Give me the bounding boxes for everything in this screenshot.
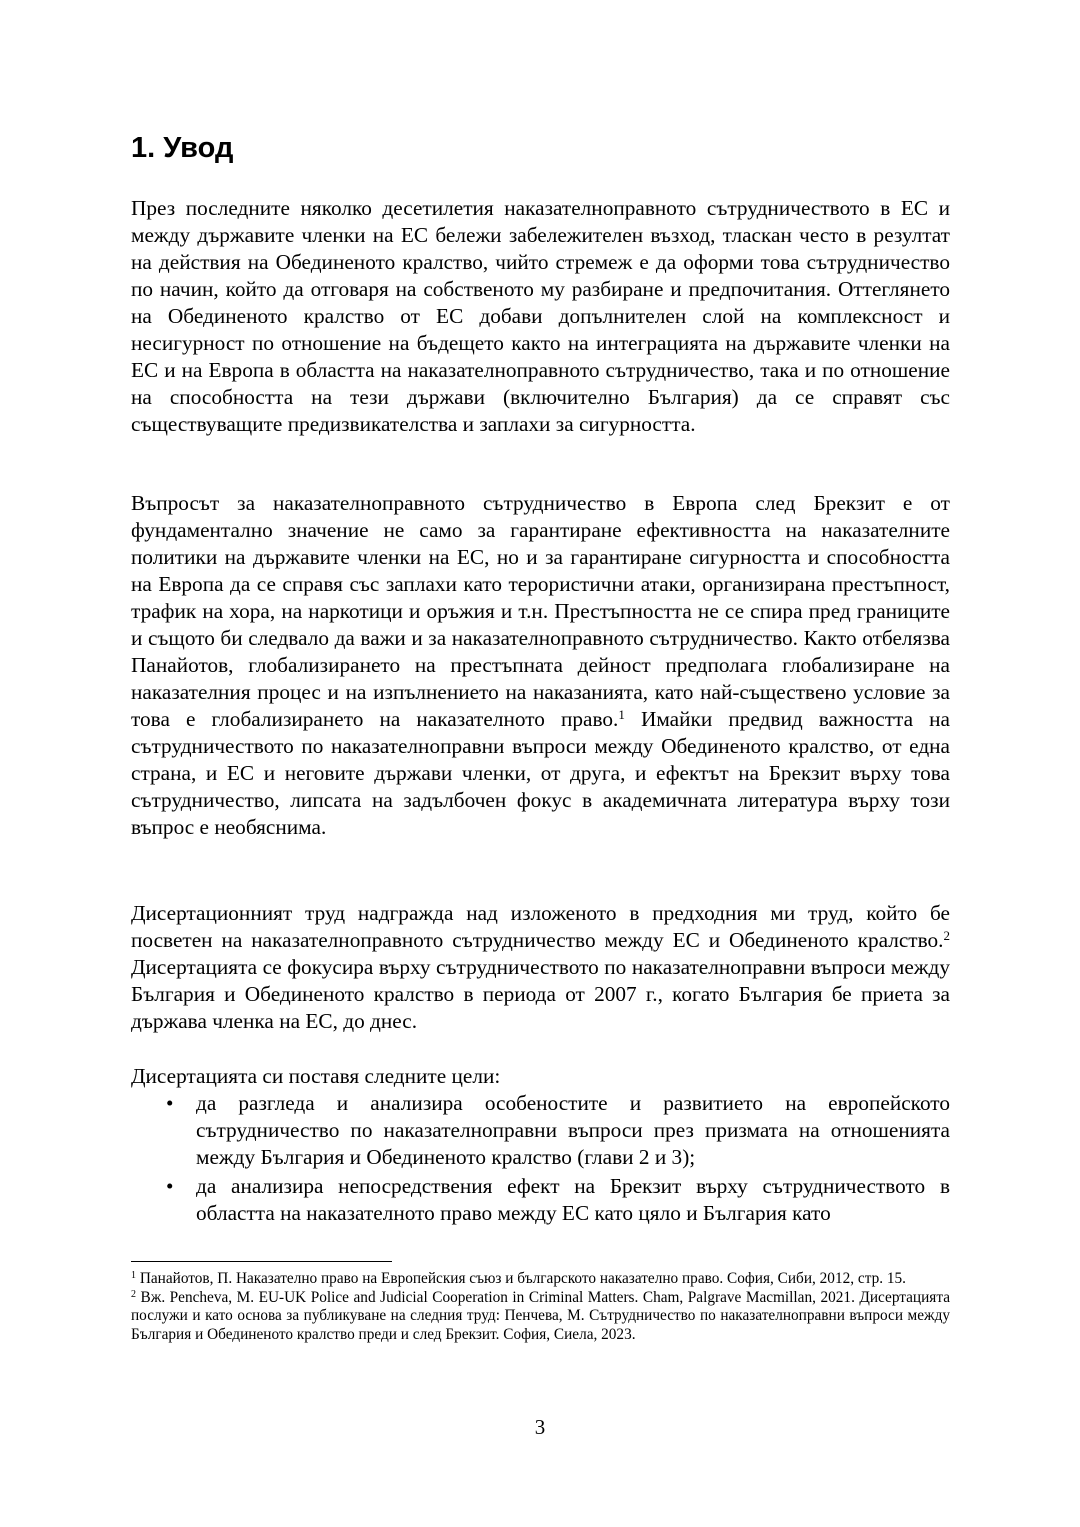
footnote-number: 2 xyxy=(131,1288,136,1300)
bullet-icon: • xyxy=(166,1091,174,1115)
footnotes xyxy=(131,1270,950,1344)
footnote-text: Панайотов, П. Наказателно право на Европейския съюз и българското наказателно право. София, Сиби, 2012, стр. 15. xyxy=(136,1270,906,1287)
footnote-number: 1 xyxy=(131,1270,136,1281)
paragraph-introduction: През последните няколко десетилетия наказателноправното сътрудничеството в ЕС и между държавите членки на ЕС бележи забележителен възход, тласкан често в резултат на действия на Обединеното кралство, чийто стремеж е да оформи това сътрудничество по начин, който да отговаря на собственото му разбиране и предпочитания. Оттеглянето на Обединеното кралство от ЕС добави допълнителен слой на комплексност и несигурност по отношение на бъдещето както на интеграцията на държавите членки на ЕС и на Европа в областта на наказателноправното сътрудничество, така и по отношение на способността на тези държави (включително България) да се справят със съществуващите предизвикателства и заплахи за сигурността. xyxy=(131,196,950,436)
paragraph-dissertation-scope xyxy=(131,900,950,1035)
list-item-text: да анализира непосредствения ефект на Брекзит върху сътрудничеството в областта на наказателното право между ЕС като цяло и България като xyxy=(196,1174,950,1225)
bullet-icon: • xyxy=(166,1174,174,1198)
footnote-1 xyxy=(131,1270,950,1289)
paragraph-text: Дисертацията се фокусира върху сътрудничеството по наказателноправни въпроси между България и Обединеното кралство в периода от 2007 г., когато България бе приета за държава членка на ЕС, до днес. xyxy=(131,955,950,1033)
list-item-text: да разгледа и анализира особеностите и развитието на европейското сътрудничество по наказателноправни въпроси през призмата на отношенията между България и Обединеното кралство (глави 2 и 3); xyxy=(196,1091,950,1169)
page-number: 3 xyxy=(534,1415,546,1439)
footnote-reference-1[interactable]: 1 xyxy=(618,707,625,722)
list-item xyxy=(131,1090,950,1171)
paragraph-text: Въпросът за наказателноправното сътрудничество в Европа след Брекзит е от фундаментално значение не само за гарантиране ефективността на наказателните политики на държавите членки на ЕС, но и за гарантиране сигурността и способността на Европа да се справя със заплахи като терористични атаки, организирана престъпност, трафик на хора, на наркотици и оръжия и т.н. Престъпността не се спира пред границите и същото би следвало да важи и за наказателноправното сътрудничество. Както отбелязва Панайотов, глобализирането на престъпната дейност предполага глобализиране на наказателния процес и на изпълнението на наказанията, като най-съществено условие за това е глобализирането на наказателното право. xyxy=(131,491,950,731)
footnote-2 xyxy=(131,1289,950,1345)
section-title: 1. Увод xyxy=(131,132,234,164)
paragraph-goals-intro: Дисертацията си поставя следните цели: xyxy=(131,1064,501,1088)
footnote-reference-2[interactable]: 2 xyxy=(943,928,950,943)
goals-list xyxy=(131,1090,950,1229)
footnote-text: Вж. Pencheva, M. EU-UK Police and Judicial Cooperation in Criminal Matters. Cham, Palgrave Macmillan, 2021. Дисертацията послужи и като основа за публикуване на следния труд: Пенчева, М. Сътрудничество по наказателноправни въпроси между България и Обединеното кралство преди и след Брекзит. София, Сиела, 2023. xyxy=(131,1288,950,1343)
paragraph-text: Имайки предвид важността на сътрудничеството по наказателноправни въпроси между Обединеното кралство, от една страна, и ЕС и неговите държави членки, от друга, и ефектът на Брекзит върху това сътрудничество, липсата на задълбочен фокус в академичната литература върху този въпрос е необяснима. xyxy=(131,707,950,839)
list-item xyxy=(131,1173,950,1227)
paragraph-text: Дисертационният труд надгражда над изложеното в предходния ми труд, който бе посветен на наказателноправното сътрудничество между ЕС и Обединеното кралство. xyxy=(131,901,950,952)
paragraph-brexit-importance xyxy=(131,490,950,841)
footnote-separator xyxy=(131,1261,392,1262)
